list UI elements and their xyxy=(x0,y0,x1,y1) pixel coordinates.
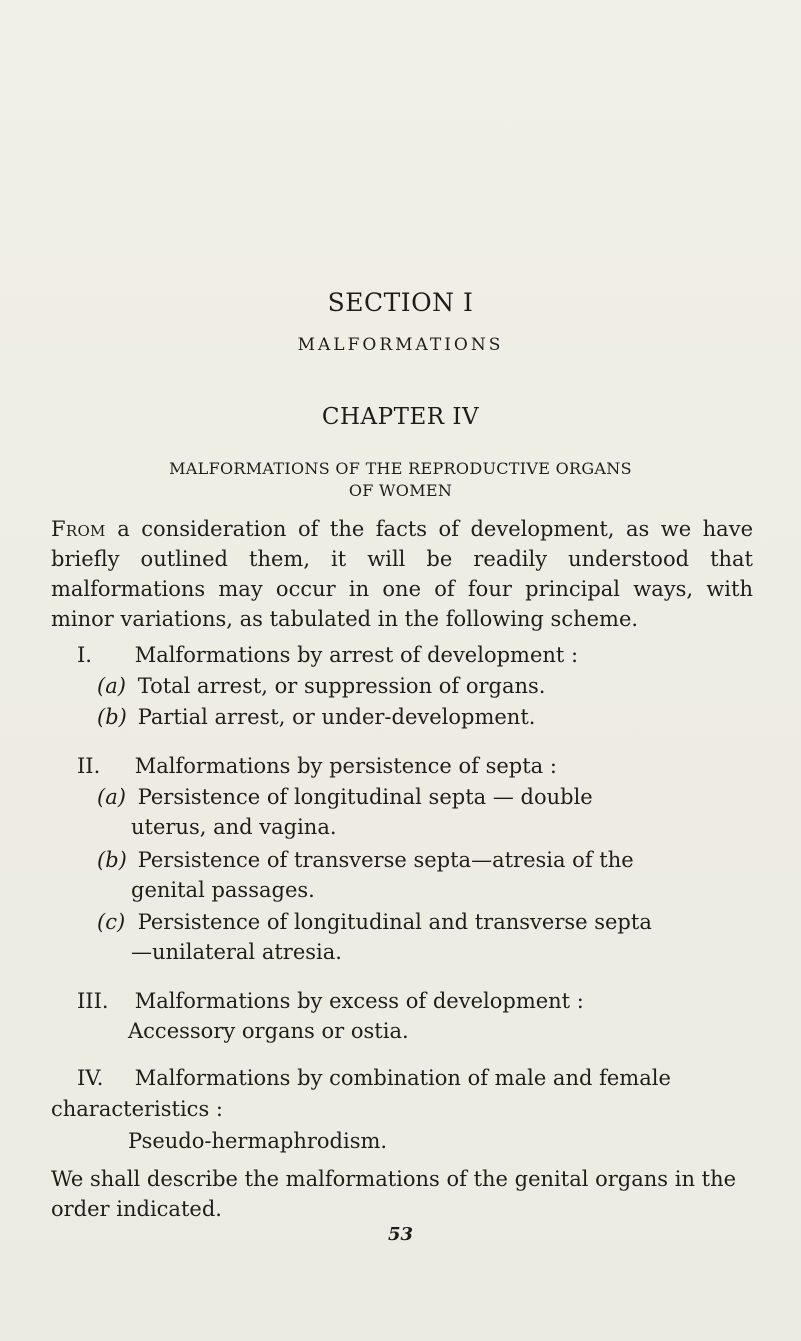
scheme-item-1-a-text: Total arrest, or suppression of organs. xyxy=(137,674,546,698)
scheme-item-3-numeral: III. xyxy=(77,989,109,1013)
intro-paragraph xyxy=(51,514,753,634)
scheme-item-1 xyxy=(77,640,757,670)
scheme-item-2-a-continuation: uterus, and vagina. xyxy=(131,815,337,839)
scheme-item-4 xyxy=(77,1063,757,1093)
scheme-item-4-title: Malformations by combination of male and female xyxy=(134,1066,671,1090)
scheme-item-2-b-text: Persistence of transverse septa—atresia of the xyxy=(137,848,634,872)
scheme-item-2-c-letter: (c) xyxy=(97,910,126,934)
scheme-item-2-b-continuation: genital passages. xyxy=(131,878,315,902)
scheme-item-3-detail: Accessory organs or ostia. xyxy=(128,1019,409,1043)
chapter-subtitle-line-2: OF WOMEN xyxy=(348,481,453,500)
scheme-item-3 xyxy=(77,986,757,1016)
scheme-item-4-title-continuation: characteristics : xyxy=(51,1097,223,1121)
intro-first-word: From xyxy=(51,517,106,541)
section-subtitle: MALFORMATIONS xyxy=(297,335,504,355)
chapter-subtitle xyxy=(0,458,801,502)
scheme-item-2-a-letter: (a) xyxy=(97,785,126,809)
scheme-item-2-b xyxy=(97,845,757,905)
scheme-item-1-b-text: Partial arrest, or under-development. xyxy=(137,705,536,729)
scheme-item-4-detail: Pseudo-hermaphrodism. xyxy=(128,1129,388,1153)
scheme-item-3-title: Malformations by excess of development : xyxy=(134,989,584,1013)
scheme-item-2 xyxy=(77,751,757,781)
scheme-item-1-b-letter: (b) xyxy=(97,705,127,729)
scheme-item-2-b-letter: (b) xyxy=(97,848,127,872)
scheme-item-2-c-text: Persistence of longitudinal and transverse septa xyxy=(137,910,652,934)
scheme-item-1-b xyxy=(97,702,757,732)
section-title: SECTION I xyxy=(327,288,474,317)
scheme-item-1-numeral: I. xyxy=(77,643,92,667)
scheme-item-4-numeral: IV. xyxy=(77,1066,104,1090)
chapter-subtitle-line-1: MALFORMATIONS OF THE REPRODUCTIVE ORGANS xyxy=(169,459,632,478)
scheme-item-1-a-letter: (a) xyxy=(97,674,126,698)
scheme-item-2-title: Malformations by persistence of septa : xyxy=(134,754,557,778)
scheme-item-2-numeral: II. xyxy=(77,754,101,778)
scheme-item-2-c xyxy=(97,907,757,967)
scheme-item-1-a xyxy=(97,671,757,701)
closing-paragraph: We shall describe the malformations of the genital organs in the order indicated. xyxy=(51,1167,737,1221)
scheme-item-2-a-text: Persistence of longitudinal septa — double xyxy=(137,785,593,809)
scheme-item-2-c-continuation: —unilateral atresia. xyxy=(131,940,342,964)
chapter-title: CHAPTER IV xyxy=(321,404,480,430)
scheme-item-2-a xyxy=(97,782,757,842)
page-number: 53 xyxy=(387,1224,414,1245)
scheme-item-1-title: Malformations by arrest of development : xyxy=(134,643,579,667)
intro-text: a consideration of the facts of development, as we have briefly outlined them, it will be readily understood that malformations may occur in one of four principal ways, with minor variations, as tabulated in the following scheme. xyxy=(51,517,753,631)
